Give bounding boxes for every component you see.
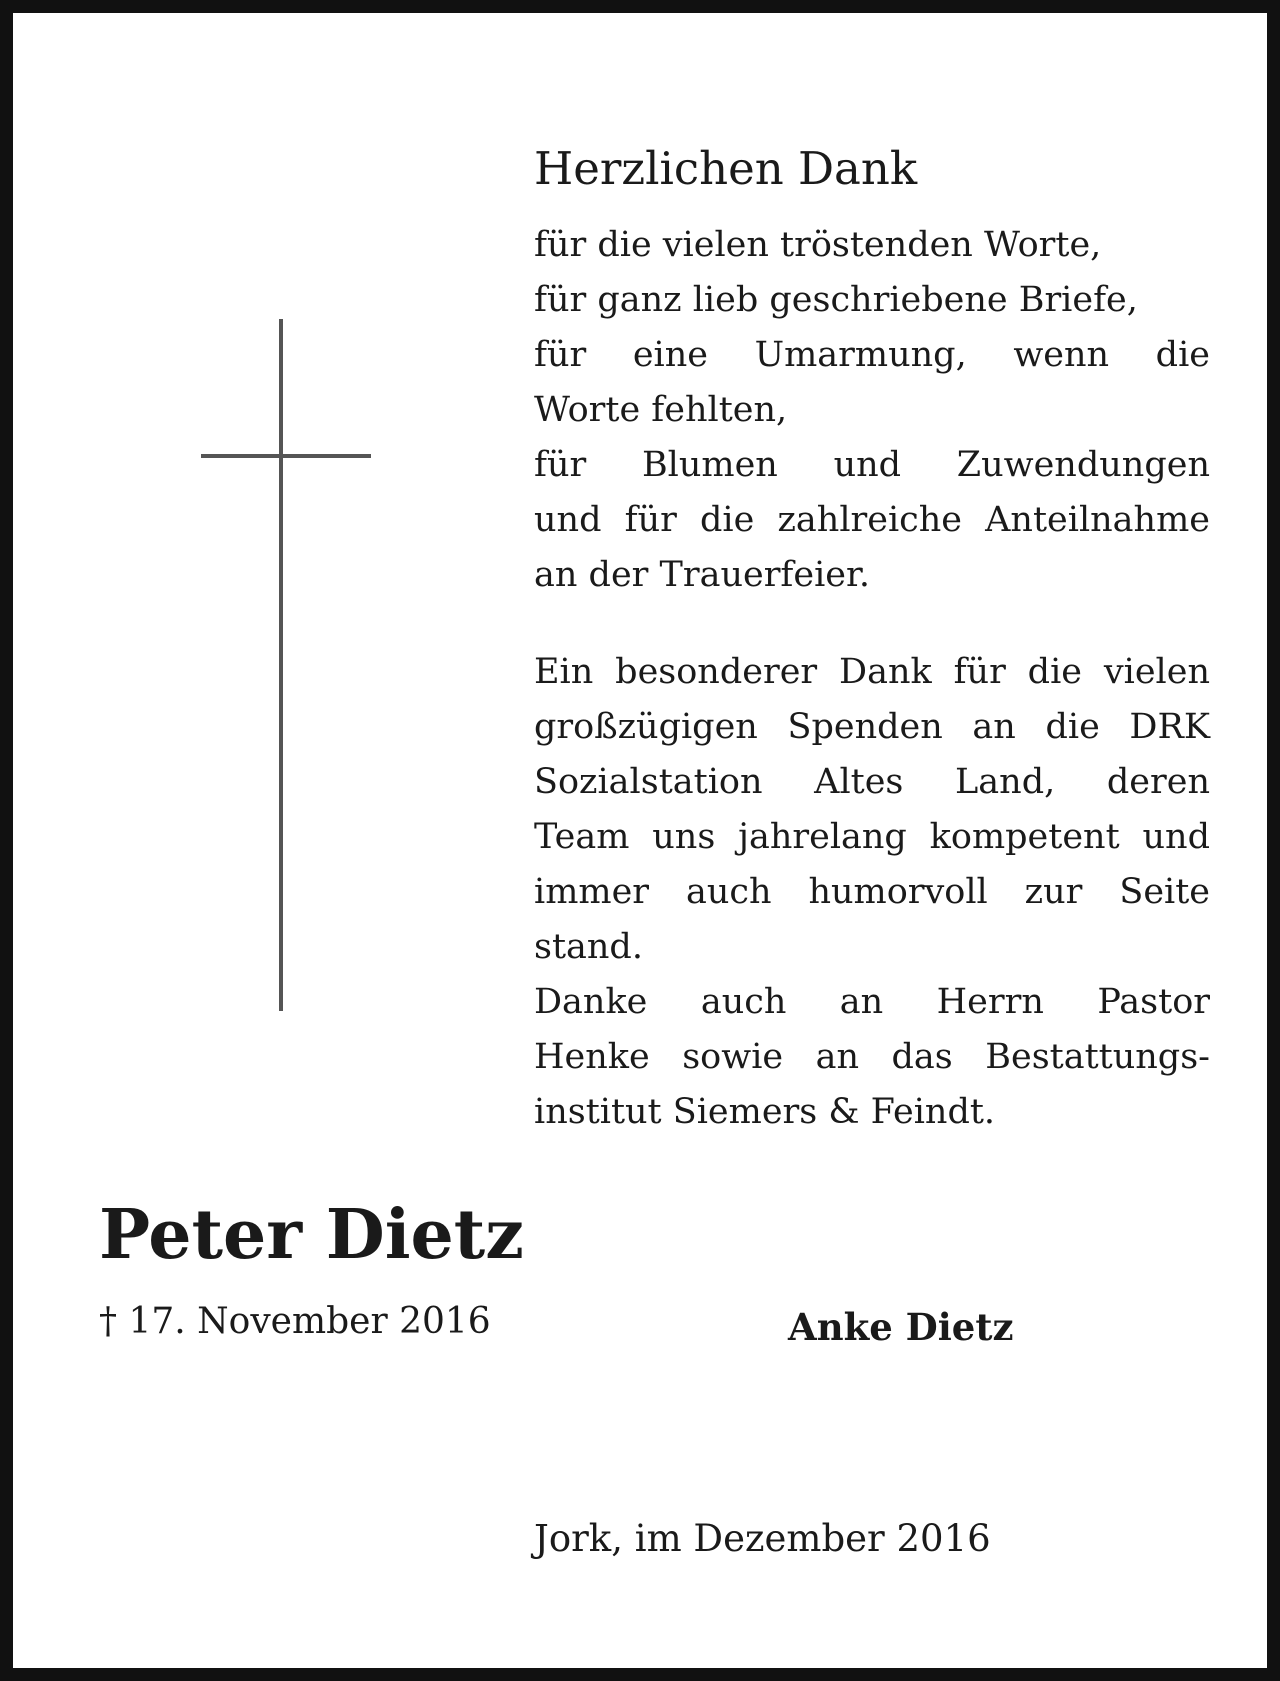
paragraph-line: großzügigen Spenden an die DRK	[534, 707, 1210, 747]
paragraph-line: Sozialstation Altes Land, deren	[534, 762, 1210, 802]
deceased-name: Peter Dietz	[99, 1195, 524, 1275]
paragraph-line: Ein besonderer Dank für die vielen	[534, 652, 1210, 692]
paragraph-line: Worte fehlten,	[534, 390, 788, 430]
paragraph-line: für die vielen tröstenden Worte,	[534, 225, 1102, 265]
paragraph-line: für ganz lieb geschriebene Briefe,	[534, 280, 1138, 320]
paragraph-line: und für die zahlreiche Anteilnahme	[534, 500, 1210, 540]
thank-you-paragraph	[534, 218, 1210, 603]
cross-icon-horizontal-bar	[201, 454, 371, 458]
paragraph-line: für eine Umarmung, wenn die	[534, 335, 1210, 375]
death-date: † 17. November 2016	[99, 1301, 491, 1342]
signer-name: Anke Dietz	[788, 1305, 1014, 1349]
thank-you-heading: Herzlichen Dank	[534, 142, 918, 195]
paragraph-line: an der Trauerfeier.	[534, 555, 871, 595]
paragraph-line: stand.	[534, 927, 643, 967]
paragraph-line: Henke sowie an das Bestattungs-	[534, 1037, 1210, 1077]
special-thanks-paragraph	[534, 645, 1210, 1140]
paragraph-line: für Blumen und Zuwendungen	[534, 445, 1210, 485]
cross-icon-vertical-bar	[279, 319, 283, 1011]
place-and-date: Jork, im Dezember 2016	[534, 1517, 991, 1560]
paragraph-line: Team uns jahrelang kompetent und	[534, 817, 1210, 857]
paragraph-line: institut Siemers & Feindt.	[534, 1092, 996, 1132]
paragraph-line: Danke auch an Herrn Pastor	[534, 982, 1210, 1022]
paragraph-line: immer auch humorvoll zur Seite	[534, 872, 1210, 912]
